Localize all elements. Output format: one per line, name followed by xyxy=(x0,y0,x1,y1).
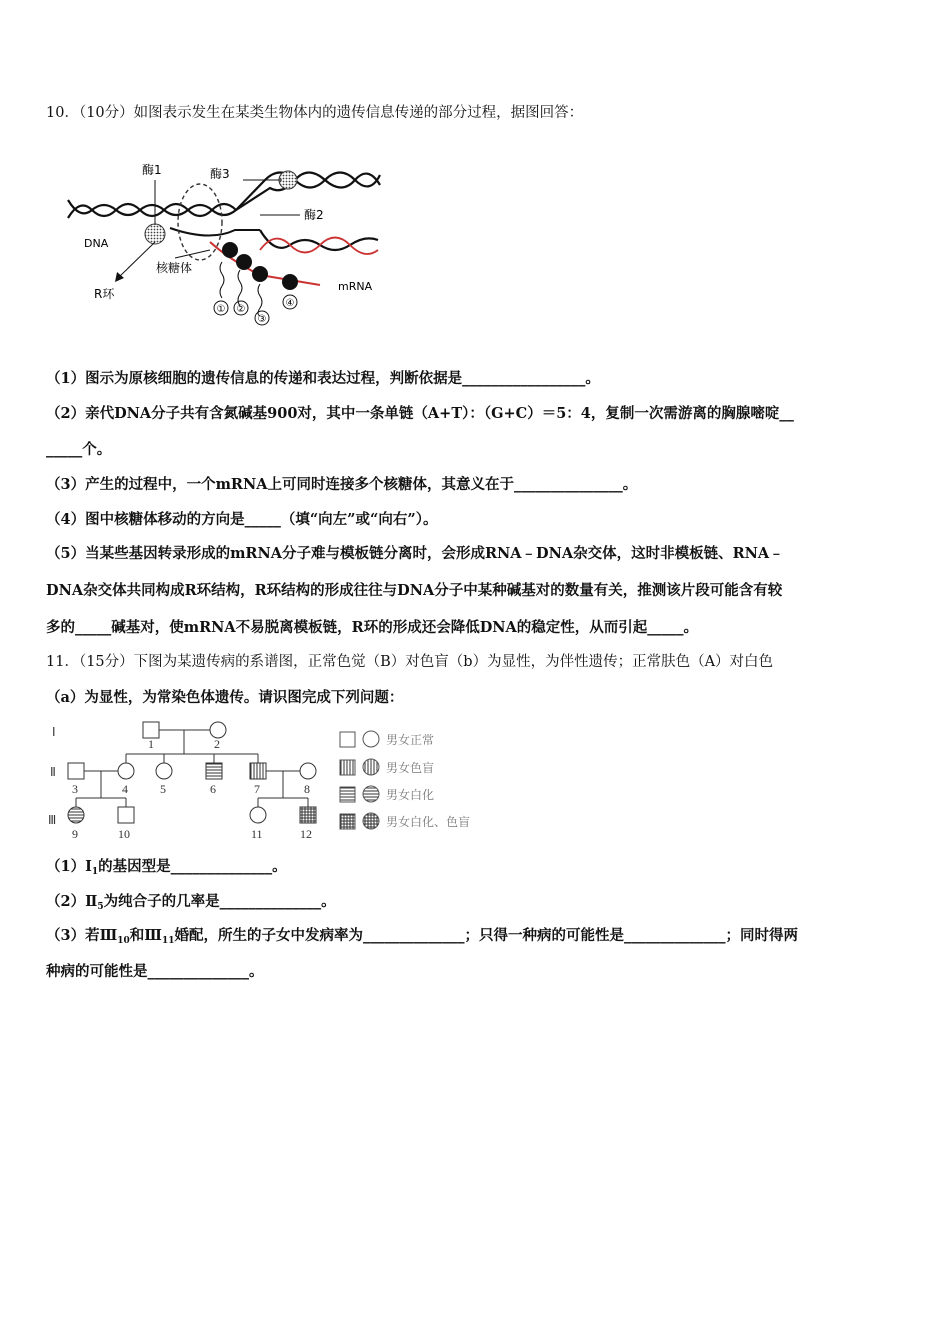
individual-4 xyxy=(118,763,134,779)
q10-sub5-line1: （5）当某些基因转录形成的mRNA分子难与模板链分离时，会形成RNA﹣DNA杂交体，这时非模板链、RNA﹣ xyxy=(46,545,784,562)
gen-label-2: Ⅱ xyxy=(50,765,56,779)
individual-8 xyxy=(300,763,316,779)
legend-both-female xyxy=(363,813,379,829)
label-dna: DNA xyxy=(84,237,109,250)
ribosome-shape xyxy=(282,274,298,290)
legend-albino-label: 男女白化 xyxy=(386,788,435,802)
num-8: 8 xyxy=(304,782,310,796)
label-n4: ④ xyxy=(285,298,295,309)
label-enzyme3: 酶3 xyxy=(210,167,230,181)
q10-sub4: （4）图中核糖体移动的方向是_____（填“向左”或“向右”）。 xyxy=(46,511,438,528)
legend-normal-label: 男女正常 xyxy=(386,733,435,747)
dna-strand-upper-1 xyxy=(236,173,380,211)
q10-sub5-line3: 多的_____碱基对，使mRNA不易脱离模板链，R环的形成还会降低DNA的稳定性，从而引起_____。 xyxy=(46,619,699,636)
num-1: 1 xyxy=(148,737,154,751)
q11-sub3-line1: （3）若$Ⅲ_{10}$和$Ⅲ_{11}$婚配，所生的子女中发病率为______________；只得一种病的可能性是______________；同时得两 xyxy=(46,927,798,946)
label-enzyme1: 酶1 xyxy=(142,163,162,177)
num-2: 2 xyxy=(214,737,220,751)
label-r-loop: R环 xyxy=(94,287,115,301)
label-n2: ② xyxy=(236,304,246,315)
label-ribosome: 核糖体 xyxy=(156,261,193,275)
num-10: 10 xyxy=(118,827,130,841)
label-n3: ③ xyxy=(257,314,267,325)
legend-normal-male xyxy=(340,732,355,747)
q10-sub1: （1）图示为原核细胞的遗传信息的传递和表达过程，判断依据是_________________。 xyxy=(46,370,600,387)
q10-sub5-line2: DNA杂交体共同构成R环结构，R环结构的形成往往与DNA分子中某种碱基对的数量有关，推测该片段可能含有较 xyxy=(46,582,783,599)
legend-normal-female xyxy=(363,731,379,747)
individual-3 xyxy=(68,763,84,779)
individual-11 xyxy=(250,807,266,823)
q11-stem-line2: （a）为显性，为常染色体遗传。请识图完成下列问题： xyxy=(46,689,404,706)
num-4: 4 xyxy=(122,782,128,796)
legend-albino-female xyxy=(363,786,379,802)
gen-label-3: Ⅲ xyxy=(48,813,57,827)
q11-sub2: $(2)Ⅱ_5$为纯合子的几率是______________。 xyxy=(46,893,336,912)
q10-sub2-line2: _____个。 xyxy=(46,441,112,458)
individual-2 xyxy=(210,722,226,738)
pedigree-figure xyxy=(46,718,506,846)
individual-12 xyxy=(300,807,316,823)
q10-sub2-line1: （2）亲代DNA分子共有含氮碱基900对，其中一条单链（A+T）：（G+C）＝5：4，复制一次需游离的胸腺嘧啶__ xyxy=(46,405,794,422)
template-strand xyxy=(170,228,260,236)
legend-albino-male xyxy=(340,787,355,802)
dashed-ellipse xyxy=(178,184,222,260)
individual-9 xyxy=(68,807,84,823)
r-loop-arrow xyxy=(118,242,155,278)
num-5: 5 xyxy=(160,782,166,796)
ribosome-leader xyxy=(175,250,210,258)
dna-strand-left-1 xyxy=(68,200,236,215)
num-12: 12 xyxy=(300,827,312,841)
num-3: 3 xyxy=(72,782,78,796)
q10-sub3: （3）产生的过程中，一个mRNA上可同时连接多个核糖体，其意义在于_______________。 xyxy=(46,476,638,493)
q10-stem: 10．（10分）如图表示发生在某类生物体内的遗传信息传递的部分过程，据图回答： xyxy=(46,105,584,121)
num-7: 7 xyxy=(254,782,260,796)
num-6: 6 xyxy=(210,782,216,796)
ribosome-shape xyxy=(236,254,252,270)
peptide-chain xyxy=(220,262,224,298)
legend-colorblind-label: 男女色盲 xyxy=(386,761,435,775)
q11-sub3-line2: 种病的可能性是______________。 xyxy=(46,963,264,980)
individual-5 xyxy=(156,763,172,779)
individual-7 xyxy=(250,763,266,779)
individual-10 xyxy=(118,807,134,823)
enzyme1-shape xyxy=(145,224,165,244)
individual-1 xyxy=(143,722,159,738)
dna-strand-upper-2 xyxy=(236,173,380,211)
transcription-translation-figure xyxy=(60,150,390,335)
legend-both-male xyxy=(340,814,355,829)
legend-both-label: 男女白化、色盲 xyxy=(386,815,471,829)
gen-label-1: Ⅰ xyxy=(52,725,56,739)
label-n1: ① xyxy=(216,304,226,315)
label-mrna: mRNA xyxy=(338,280,373,293)
individual-6 xyxy=(206,763,222,779)
legend-colorblind-male xyxy=(340,760,355,775)
q11-stem-line1: 11．（15分）下图为某遗传病的系谱图，正常色觉（B）对色盲（b）为显性，为伴性遗传；正常肤色（A）对白色 xyxy=(46,654,774,670)
label-enzyme2: 酶2 xyxy=(304,208,324,222)
legend-colorblind-female xyxy=(363,759,379,775)
q11-sub1: $(1)Ⅰ_1$的基因型是______________。 xyxy=(46,858,287,877)
num-9: 9 xyxy=(72,827,78,841)
ribosome-shape xyxy=(222,242,238,258)
ribosome-shape xyxy=(252,266,268,282)
num-11: 11 xyxy=(251,827,263,841)
